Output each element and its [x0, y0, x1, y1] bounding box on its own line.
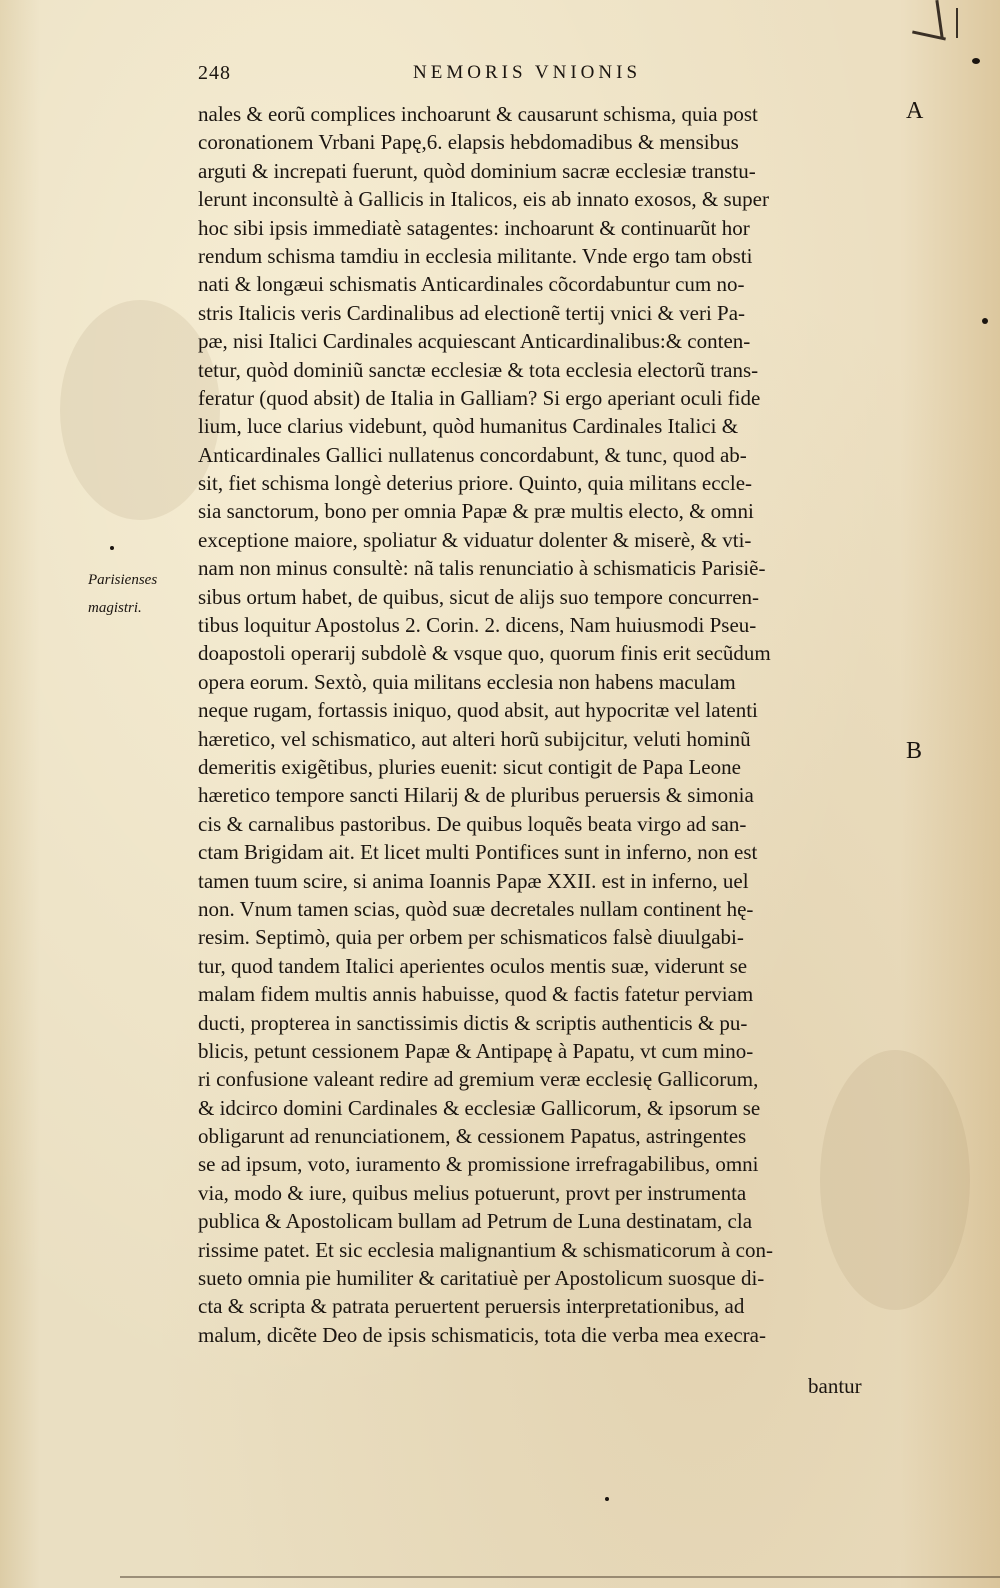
catchword: bantur: [808, 1374, 862, 1398]
text-line: malum, dicẽte Deo de ipsis schismaticis, tota die verba mea execra-: [198, 1322, 766, 1347]
text-line: cta & scripta & patrata peruertent peruersis interpretationibus, ad: [198, 1294, 745, 1319]
text-line: demeritis exigẽtibus, pluries euenit: sicut contigit de Papa Leone: [198, 754, 741, 779]
section-marker-a: A: [906, 98, 924, 124]
text-line: exceptione maiore, spoliatur & viduatur dolenter & miserè, & vti-: [198, 527, 752, 552]
text-line: sueto omnia pie humiliter & caritatiuè per Apostolicum suosque di-: [198, 1266, 765, 1291]
corner-ink-mark: [935, 0, 943, 38]
ink-dot: [110, 546, 114, 550]
margin-note-line: magistri.: [88, 600, 142, 616]
text-line: stris Italicis veris Cardinalibus ad electionẽ tertij vnici & veri Pa-: [198, 300, 746, 325]
text-line: Anticardinales Gallici nullatenus concordabunt, & tunc, quod ab-: [198, 442, 747, 467]
text-line: coronationem Vrbani Papę,6. elapsis hebdomadibus & mensibus: [198, 130, 739, 155]
body-text: [198, 100, 898, 1349]
text-line: tamen tuum scire, si anima Ioannis Papæ XXII. est in inferno, uel: [198, 868, 749, 893]
text-line: sia sanctorum, bono per omnia Papæ & præ multis electo, & omni: [198, 499, 754, 524]
text-line: lerunt inconsultè à Gallicis in Italicos, eis ab innato exosos, & super: [198, 187, 769, 212]
text-line: hæretico, vel schismatico, aut alteri horũ subijcitur, veluti hominũ: [198, 726, 751, 751]
text-line: rendum schisma tamdiu in ecclesia militante. Vnde ergo tam obsti: [198, 243, 753, 268]
margin-note: [88, 566, 188, 622]
text-line: ri confusione valeant redire ad gremium veræ ecclesię Gallicorum,: [198, 1067, 759, 1092]
text-line: se ad ipsum, voto, iuramento & promissione irrefragabilibus, omni: [198, 1152, 759, 1177]
text-line: cis & carnalibus pastoribus. De quibus loquẽs beata virgo ad san-: [198, 811, 747, 836]
ink-dot: [982, 318, 988, 324]
paper-stain: [60, 300, 220, 520]
margin-note-line: Parisienses: [88, 572, 158, 588]
text-line: malam fidem multis annis habuisse, quod & factis fatetur perviam: [198, 982, 754, 1007]
text-line: & idcirco domini Cardinales & ecclesiæ Gallicorum, & ipsorum se: [198, 1095, 761, 1120]
ink-dot: [605, 1497, 609, 1501]
corner-ink-mark: [956, 8, 958, 38]
text-line: ducti, propterea in sanctissimis dictis & scriptis authenticis & pu-: [198, 1010, 748, 1035]
text-line: hoc sibi ipsis immediatè satagentes: inchoarunt & continuarũt hor: [198, 215, 750, 240]
text-line: arguti & increpati fuerunt, quòd dominium sacræ ecclesiæ transtu-: [198, 158, 756, 183]
text-line: via, modo & iure, quibus melius potuerunt, provt per instrumenta: [198, 1180, 747, 1205]
page-header: [198, 60, 758, 90]
text-line: pæ, nisi Italici Cardinales acquiescant Anticardinalibus:& conten-: [198, 329, 751, 354]
text-line: rissime patet. Et sic ecclesia malignantium & schismaticorum à con-: [198, 1237, 773, 1262]
page-bottom-edge: [120, 1576, 1000, 1578]
text-line: sit, fiet schisma longè deterius priore. Quinto, quia militans eccle-: [198, 471, 753, 496]
ink-dot: [972, 58, 980, 64]
text-line: publica & Apostolicam bullam ad Petrum de Luna destinatam, cla: [198, 1209, 753, 1234]
text-line: doapostoli operarij subdolè & vsque quo, quorum finis erit secũdum: [198, 641, 771, 666]
text-line: nam non minus consultè: nã talis renunciatio à schismaticis Parisiẽ-: [198, 556, 766, 581]
text-line: resim. Septimò, quia per orbem per schismaticos falsè diuulgabi-: [198, 925, 744, 950]
text-line: nales & eorũ complices inchoarunt & causarunt schisma, quia post: [198, 102, 758, 126]
section-marker-b: B: [906, 738, 923, 764]
text-line: hæretico tempore sancti Hilarij & de pluribus peruersis & simonia: [198, 783, 754, 808]
text-line: obligarunt ad renunciationem, & cessionem Papatus, astringentes: [198, 1124, 747, 1149]
text-line: tur, quod tandem Italici aperientes oculos mentis suæ, viderunt se: [198, 953, 748, 978]
page-number: 248: [198, 62, 231, 84]
text-line: ctam Brigidam ait. Et licet multi Pontifices sunt in inferno, non est: [198, 840, 758, 865]
text-line: feratur (quod absit) de Italia in Galliam? Si ergo aperiant oculi fide: [198, 385, 761, 410]
text-line: blicis, petunt cessionem Papæ & Antipapę à Papatu, vt cum mino-: [198, 1038, 754, 1063]
running-head: NEMORIS VNIONIS: [413, 62, 642, 83]
text-line: tibus loquitur Apostolus 2. Corin. 2. dicens, Nam huiusmodi Pseu-: [198, 613, 757, 638]
text-line: opera eorum. Sextò, quia militans ecclesia non habens maculam: [198, 669, 736, 694]
text-line: non. Vnum tamen scias, quòd suæ decretales nullam continent hę-: [198, 896, 754, 921]
text-line: sibus ortum habet, de quibus, sicut de alijs suo tempore concurren-: [198, 584, 760, 609]
text-line: tetur, quòd dominiũ sanctæ ecclesiæ & tota ecclesia electorũ trans-: [198, 357, 759, 382]
text-line: neque rugam, fortassis iniquo, quod absit, aut hypocritæ vel latenti: [198, 698, 758, 723]
text-line: nati & longæui schismatis Anticardinales cõcordabuntur cum no-: [198, 272, 745, 297]
text-line: lium, luce clarius videbunt, quòd humanitus Cardinales Italici &: [198, 414, 739, 439]
